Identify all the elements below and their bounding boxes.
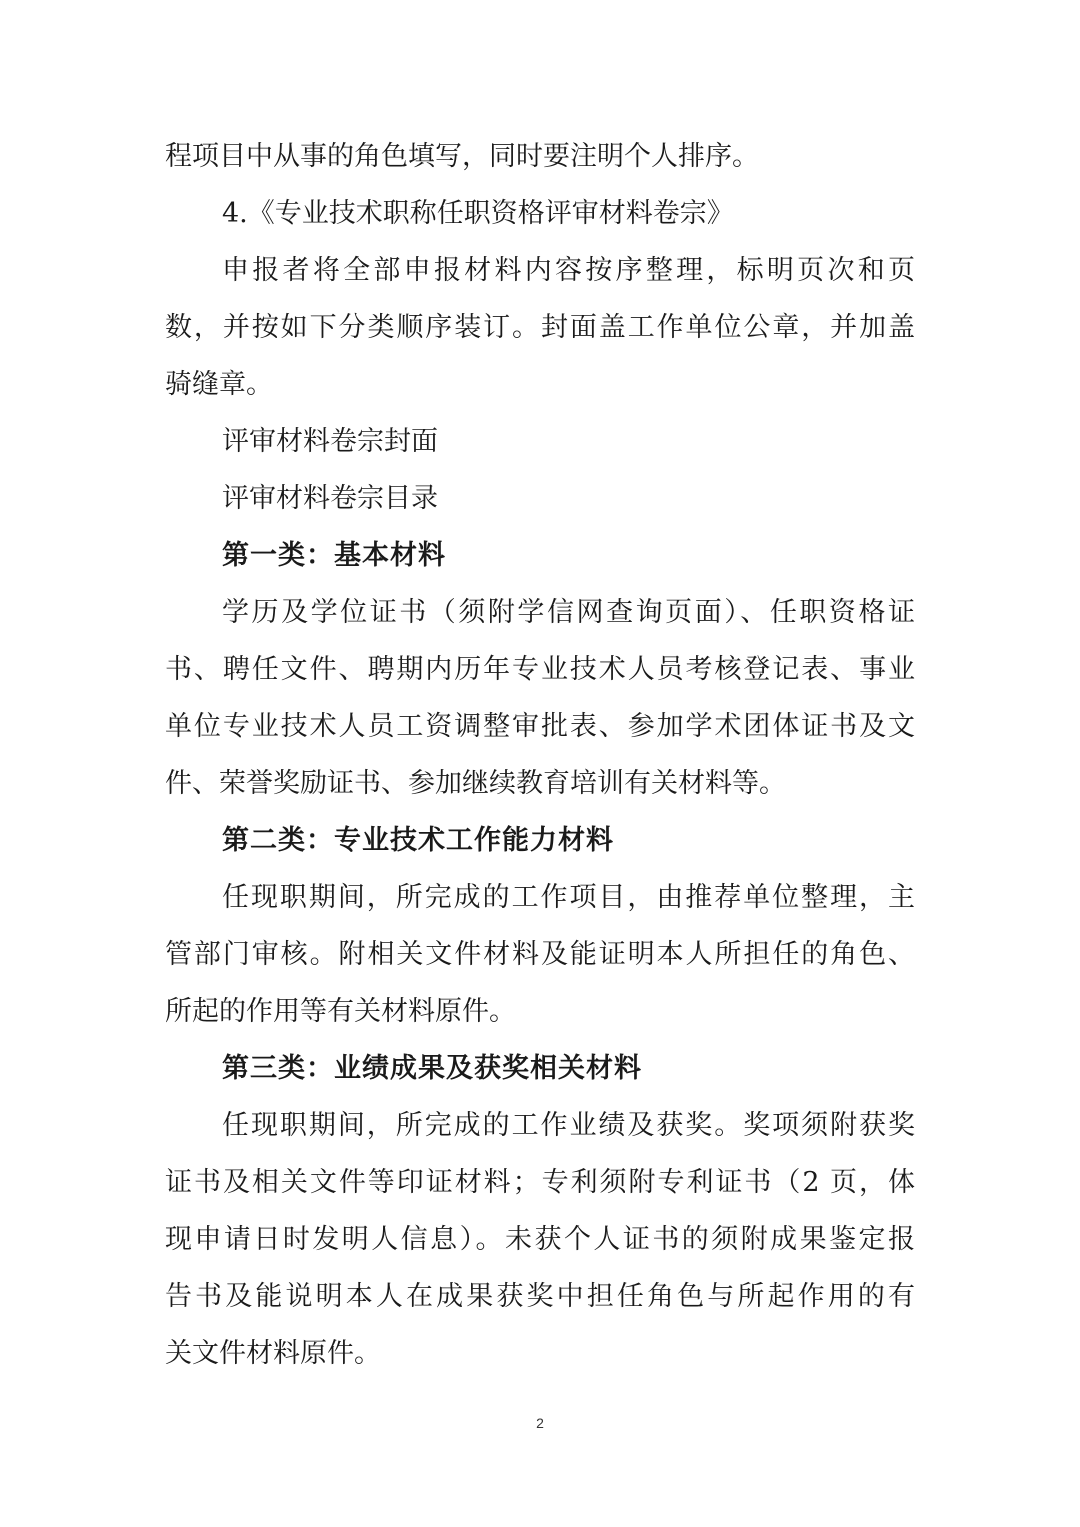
- category-3-heading: 第三类：业绩成果及获奖相关材料: [222, 1053, 642, 1084]
- category-1-heading: 第一类：基本材料: [222, 540, 446, 571]
- section-title-4: 4.《专业技术职称任职资格评审材料卷宗》: [222, 198, 734, 229]
- category-2-heading: 第二类：专业技术工作能力材料: [222, 825, 614, 856]
- text-line: 单位专业技术人员工资调整审批表、参加学术团体证书及文: [165, 711, 915, 742]
- text-line: 告书及能说明本人在成果获奖中担任角色与所起作用的有: [165, 1281, 915, 1312]
- text-line: 所起的作用等有关材料原件。: [165, 996, 516, 1027]
- text-line: 任现职期间，所完成的工作项目，由推荐单位整理，主: [222, 882, 915, 913]
- text-line: 程项目中从事的角色填写，同时要注明个人排序。: [165, 141, 759, 172]
- text-line: 任现职期间，所完成的工作业绩及获奖。奖项须附获奖: [222, 1110, 915, 1141]
- text-line: 关文件材料原件。: [165, 1338, 381, 1369]
- page-number: 2: [536, 1415, 544, 1431]
- text-line: 现申请日时发明人信息）。未获个人证书的须附成果鉴定报: [165, 1224, 915, 1255]
- list-item-cover: 评审材料卷宗封面: [222, 426, 438, 457]
- text-line: 书、聘任文件、聘期内历年专业技术人员考核登记表、事业: [165, 654, 915, 685]
- text-line: 申报者将全部申报材料内容按序整理，标明页次和页: [222, 255, 915, 286]
- list-item-contents: 评审材料卷宗目录: [222, 483, 438, 514]
- text-line: 学历及学位证书（须附学信网查询页面）、任职资格证: [222, 597, 915, 628]
- text-line: 证书及相关文件等印证材料；专利须附专利证书（2 页，体: [165, 1167, 915, 1198]
- text-line: 管部门审核。附相关文件材料及能证明本人所担任的角色、: [165, 939, 915, 970]
- text-line: 件、荣誉奖励证书、参加继续教育培训有关材料等。: [165, 768, 786, 799]
- text-line: 骑缝章。: [165, 369, 273, 400]
- text-line: 数，并按如下分类顺序装订。封面盖工作单位公章，并加盖: [165, 312, 915, 343]
